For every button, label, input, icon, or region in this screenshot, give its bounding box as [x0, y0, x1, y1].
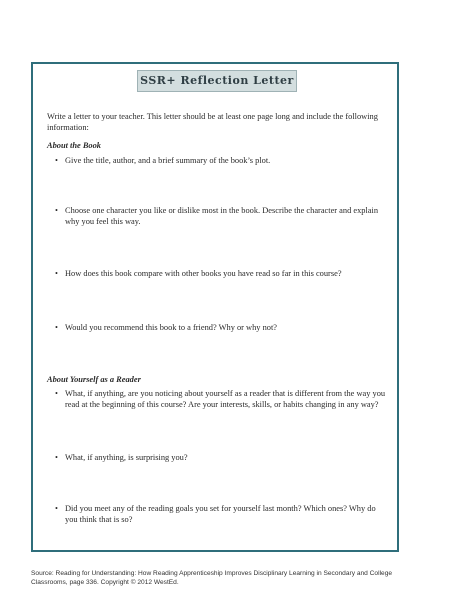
bullet-icon: •	[55, 269, 58, 278]
list-item	[55, 322, 387, 333]
page-frame	[31, 62, 399, 552]
bullet-icon: •	[55, 504, 58, 513]
list-item	[55, 205, 387, 227]
list-item	[55, 155, 387, 166]
bullet-icon: •	[55, 206, 58, 215]
bullet-icon: •	[55, 323, 58, 332]
list-item	[55, 268, 387, 279]
list-item	[55, 503, 387, 525]
bullet-icon: •	[55, 453, 58, 462]
list-item-text: Did you meet any of the reading goals you set for yourself last month? Which ones? Why do you think that is so?	[65, 504, 376, 524]
list-item-text: Choose one character you like or dislike most in the book. Describe the character and explain why you feel this way.	[65, 206, 379, 226]
list-item	[55, 388, 387, 410]
page-title: SSR+ Reflection Letter	[137, 70, 297, 92]
list-item-text: How does this book compare with other books you have read so far in this course?	[65, 269, 342, 278]
list-item-text: Give the title, author, and a brief summary of the book’s plot.	[65, 156, 271, 165]
list-item	[55, 452, 387, 463]
source-footer: Source: Reading for Understanding: How Reading Apprenticeship Improves Disciplinary Learning in Secondary and College Classrooms, page 336. Copyright © 2012 WestEd.	[31, 570, 393, 586]
bullet-icon: •	[55, 389, 58, 398]
bullet-icon: •	[55, 156, 58, 165]
list-item-text: What, if anything, is surprising you?	[65, 453, 188, 462]
list-item-text: Would you recommend this book to a friend? Why or why not?	[65, 323, 277, 332]
section-heading-reader: About Yourself as a Reader	[47, 375, 141, 384]
list-item-text: What, if anything, are you noticing about yourself as a reader that is different from the way you read at the beginning of this course? Are your interests, skills, or habits changing in any way?	[65, 389, 386, 409]
section-heading-book: About the Book	[47, 141, 101, 150]
intro-text: Write a letter to your teacher. This letter should be at least one page long and include the following information:	[47, 112, 378, 132]
